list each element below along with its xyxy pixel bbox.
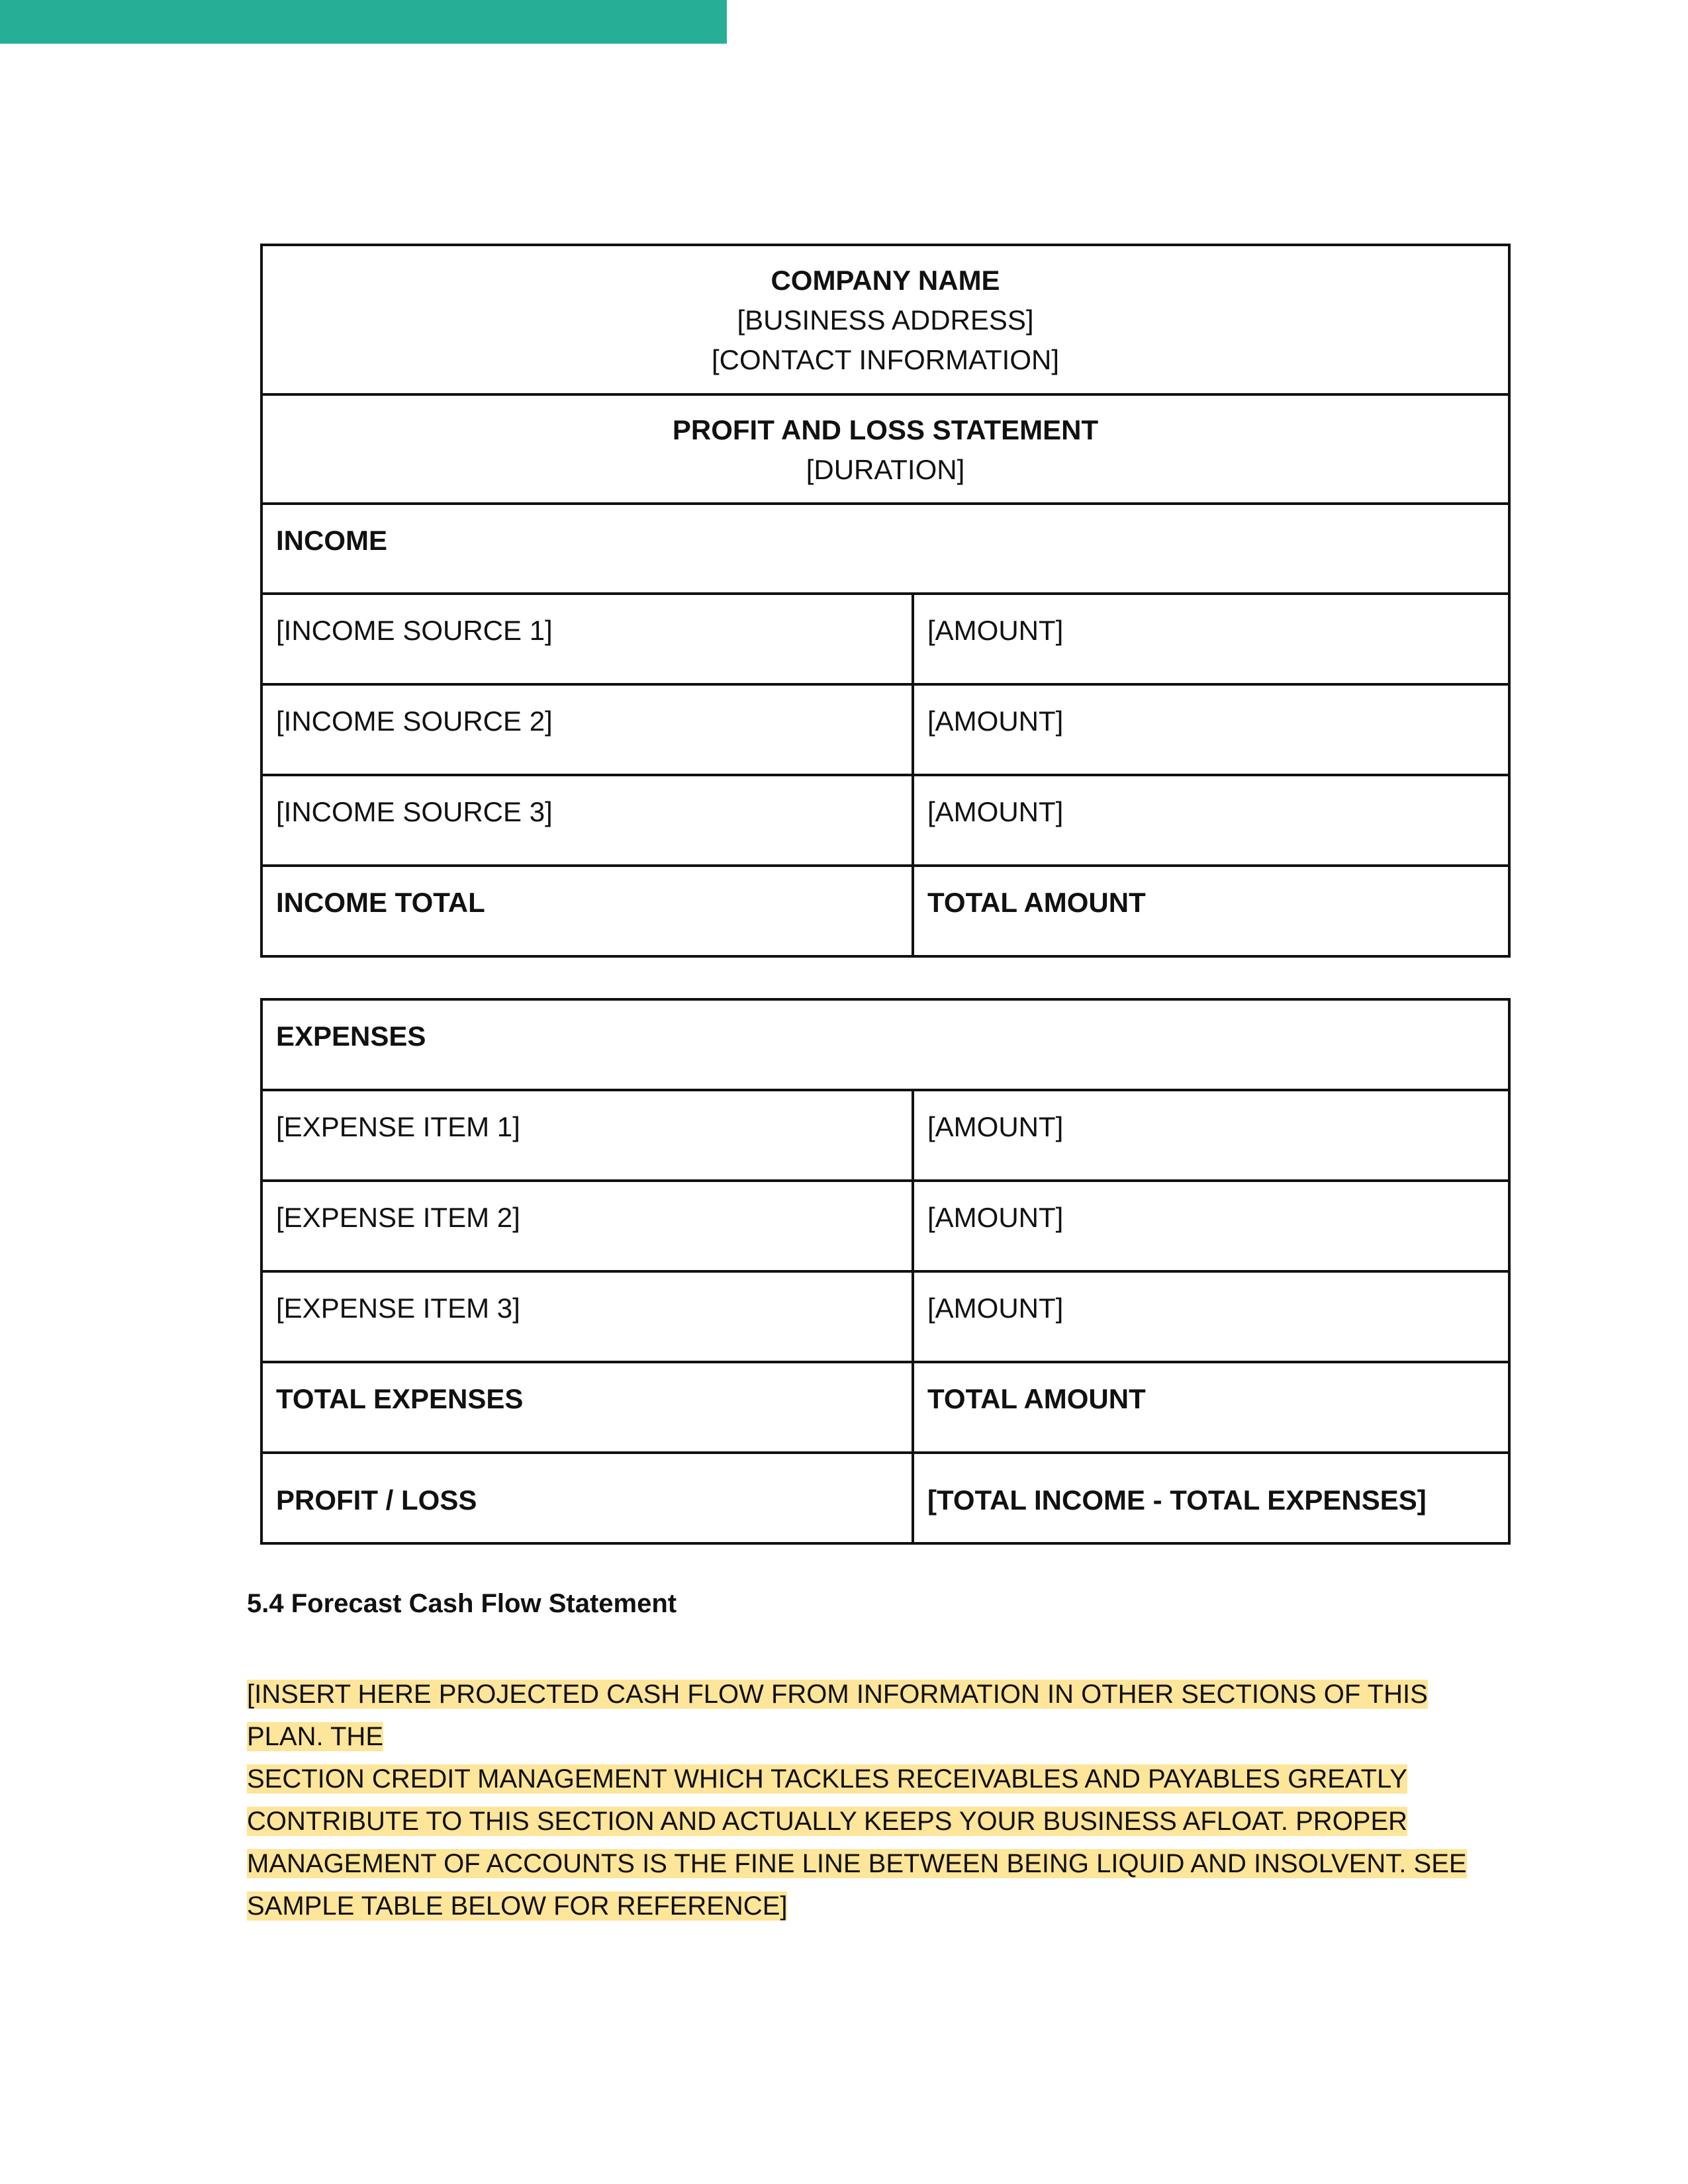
expense-item-label: [EXPENSE ITEM 1] xyxy=(261,1090,913,1181)
forecast-instruction-line: SECTION CREDIT MANAGEMENT WHICH TACKLES RECEIVABLES AND PAYABLES GREATLY xyxy=(247,1764,1407,1794)
expense-amount: [AMOUNT] xyxy=(913,1090,1509,1181)
expense-item-label: [EXPENSE ITEM 2] xyxy=(261,1181,913,1271)
company-header-cell xyxy=(261,245,1509,394)
table-row xyxy=(261,684,1509,775)
forecast-instruction-line: MANAGEMENT OF ACCOUNTS IS THE FINE LINE BETWEEN BEING LIQUID AND INSOLVENT. SEE xyxy=(247,1849,1467,1878)
income-total-row xyxy=(261,866,1509,956)
total-expenses-label: TOTAL EXPENSES xyxy=(261,1362,913,1453)
profit-loss-income-table xyxy=(260,244,1511,958)
expenses-heading-row xyxy=(261,999,1509,1090)
income-total-amount: TOTAL AMOUNT xyxy=(913,866,1509,956)
income-source-label: [INCOME SOURCE 2] xyxy=(261,684,913,775)
forecast-instructions xyxy=(247,1673,1505,1927)
profit-loss-formula: [TOTAL INCOME - TOTAL EXPENSES] xyxy=(913,1453,1509,1543)
forecast-section-heading: 5.4 Forecast Cash Flow Statement xyxy=(247,1589,677,1618)
expense-item-label: [EXPENSE ITEM 3] xyxy=(261,1271,913,1362)
company-name: COMPANY NAME xyxy=(771,265,1000,296)
profit-loss-label: PROFIT / LOSS xyxy=(261,1453,913,1543)
income-total-label: INCOME TOTAL xyxy=(261,866,913,956)
forecast-instruction-line: SAMPLE TABLE BELOW FOR REFERENCE] xyxy=(247,1891,788,1921)
expense-amount: [AMOUNT] xyxy=(913,1271,1509,1362)
contact-information: [CONTACT INFORMATION] xyxy=(712,344,1059,375)
table-row xyxy=(261,775,1509,866)
income-amount: [AMOUNT] xyxy=(913,684,1509,775)
business-address: [BUSINESS ADDRESS] xyxy=(737,304,1034,336)
income-heading-row xyxy=(261,504,1509,594)
statement-title-row xyxy=(261,394,1509,504)
table-row xyxy=(261,1181,1509,1271)
company-header-row xyxy=(261,245,1509,394)
table-row xyxy=(261,594,1509,684)
profit-loss-expense-table xyxy=(260,998,1511,1545)
forecast-instruction-line: CONTRIBUTE TO THIS SECTION AND ACTUALLY KEEPS YOUR BUSINESS AFLOAT. PROPER xyxy=(247,1807,1408,1836)
income-heading: INCOME xyxy=(261,504,1509,594)
table-row xyxy=(261,1271,1509,1362)
total-expenses-amount: TOTAL AMOUNT xyxy=(913,1362,1509,1453)
total-expenses-row xyxy=(261,1362,1509,1453)
statement-title-cell xyxy=(261,394,1509,504)
table-row xyxy=(261,1090,1509,1181)
forecast-instruction-line: [INSERT HERE PROJECTED CASH FLOW FROM INFORMATION IN OTHER SECTIONS OF THIS PLAN. THE xyxy=(247,1680,1428,1751)
statement-title: PROFIT AND LOSS STATEMENT xyxy=(672,414,1099,445)
expense-amount: [AMOUNT] xyxy=(913,1181,1509,1271)
expenses-heading: EXPENSES xyxy=(261,999,1509,1090)
income-source-label: [INCOME SOURCE 3] xyxy=(261,775,913,866)
income-amount: [AMOUNT] xyxy=(913,594,1509,684)
profit-loss-row xyxy=(261,1453,1509,1543)
income-amount: [AMOUNT] xyxy=(913,775,1509,866)
statement-duration: [DURATION] xyxy=(806,454,965,485)
income-source-label: [INCOME SOURCE 1] xyxy=(261,594,913,684)
header-accent-bar xyxy=(0,0,727,44)
